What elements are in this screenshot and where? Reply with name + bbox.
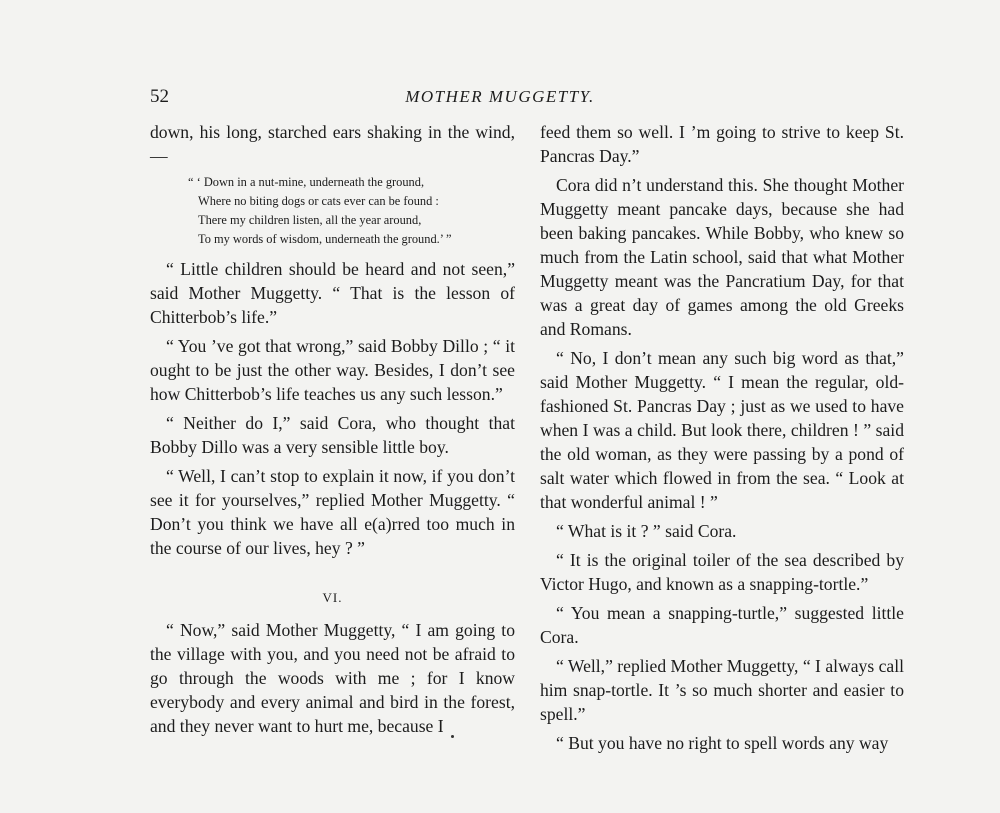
running-title: MOTHER MUGGETTY. (405, 87, 595, 106)
paragraph: feed them so well. I ’m going to strive to keep St. Pancras Day.” (540, 122, 904, 166)
paragraph: “ Well, I can’t stop to explain it now, if you don’t see it for yourselves,” replied Mother Muggetty. “ Don’t you think we have all e(a)rred too much in the course of our lives, hey ? ” (150, 466, 515, 558)
paragraph: “ But you have no right to spell words any way (556, 733, 889, 753)
paragraph: “ It is the original toiler of the sea described by Victor Hugo, and known as a snapping-tortle.” (540, 550, 904, 594)
paragraph: “ No, I don’t mean any such big word as that,” said Mother Muggetty. “ I mean the regular, old-fashioned St. Pancras Day ; just as we used to have when I was a child. But look there, children ! ” said the old woman, as they were passing by a pond of salt water which flowed in from the sea. “ Look at that wonderful animal ! ” (540, 348, 904, 512)
right-column (540, 120, 904, 760)
verse-line: To my words of wisdom, underneath the ground.’ ” (198, 232, 452, 246)
verse-line: There my children listen, all the year around, (198, 213, 422, 227)
left-column (150, 120, 515, 743)
page-number: 52 (150, 86, 169, 107)
section-heading: VI. (322, 590, 343, 605)
paragraph: “ Neither do I,” said Cora, who thought that Bobby Dillo was a very sensible little boy. (150, 413, 515, 457)
printer-mark (451, 735, 454, 738)
paragraph: “ What is it ? ” said Cora. (556, 521, 737, 541)
paragraph: “ Well,” replied Mother Muggetty, “ I always call him snap-tortle. It ’s so much shorter and easier to spell.” (540, 656, 904, 724)
paragraph: “ You ’ve got that wrong,” said Bobby Dillo ; “ it ought to be just the other way. Besides, I don’t see how Chitterbob’s life teaches us any such lesson.” (150, 336, 515, 404)
verse-line: Where no biting dogs or cats ever can be found : (198, 194, 439, 208)
paragraph: down, his long, starched ears shaking in the wind, — (150, 122, 515, 166)
paragraph: “ Now,” said Mother Muggetty, “ I am going to the village with you, and you need not be afraid to go through the woods with me ; for I know everybody and every animal and bird in the forest, and they never want to hurt me, because I (150, 620, 515, 736)
paragraph: “ Little children should be heard and not seen,” said Mother Muggetty. “ That is the lesson of Chitterbob’s life.” (150, 259, 515, 327)
verse-line: “ ‘ Down in a nut-mine, underneath the ground, (188, 175, 425, 189)
paragraph: Cora did n’t understand this. She thought Mother Muggetty meant pancake days, because she had been baking pancakes. While Bobby, who knew so much from the Latin school, said that what Mother Muggetty meant was the Pancratium Day, for that was a great day of games among the old Greeks and Romans. (540, 175, 904, 339)
paragraph: “ You mean a snapping-turtle,” suggested little Cora. (540, 603, 904, 647)
verse-block (188, 173, 515, 249)
